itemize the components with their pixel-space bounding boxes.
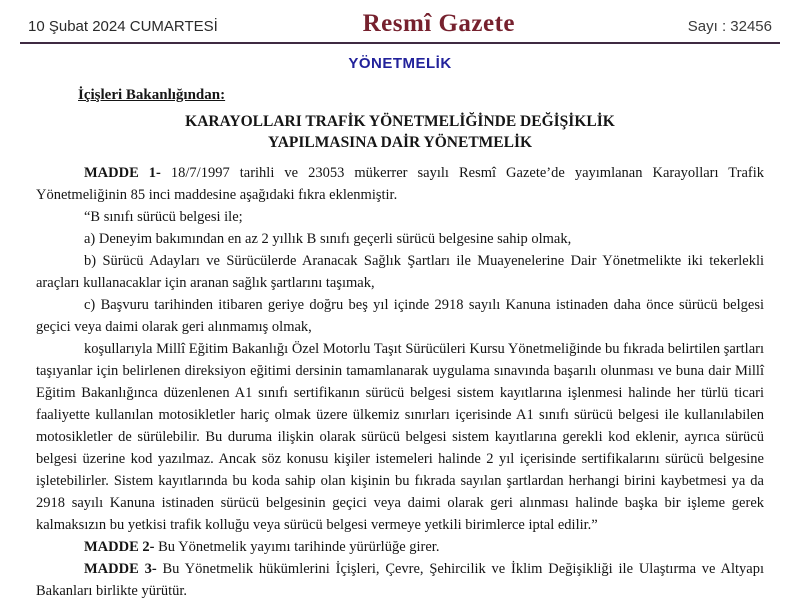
paragraph-text: Bu Yönetmelik yayımı tarihinde yürürlüğe girer. <box>154 539 440 555</box>
masthead-date: 10 Şubat 2024 CUMARTESİ <box>28 18 218 35</box>
paragraph-text: b) Sürücü Adayları ve Sürücülerde Aranacak Sağlık Şartları ile Muayenelerine Dair Yönetmelikte iki tekerlekli araçları kullanacaklar için aranan sağlık şartlarını taşımak, <box>36 253 764 291</box>
paragraph-clause-intro <box>36 206 764 228</box>
madde-3-label: MADDE 3- <box>84 561 157 577</box>
paragraph-conditions <box>36 338 764 536</box>
regulation-body <box>36 162 764 602</box>
regulation-title <box>20 111 780 153</box>
paragraph-text: “B sınıfı sürücü belgesi ile; <box>84 209 243 225</box>
masthead <box>20 6 780 40</box>
paragraph-madde-3 <box>36 558 764 602</box>
regulation-title-line2: YAPILMASINA DAİR YÖNETMELİK <box>267 134 533 151</box>
paragraph-text: c) Başvuru tarihinden itibaren geriye doğru beş yıl içinde 2918 sayılı Kanuna istinaden daha önce sürücü belgesi geçici veya daimi olarak geri alınmamış olmak, <box>36 297 764 335</box>
paragraph-text: koşullarıyla Millî Eğitim Bakanlığı Özel Motorlu Taşıt Sürücüleri Kursu Yönetmeliğinde bu fıkrada belirtilen şartları taşıyanlar için belirlenen direksiyon eğitimi dersinin tamamlanarak uygulama sınavında başarılı olunması ve buna dair Millî Eğitim Bakanlığınca düzenlenen A1 sınıfı sertifikanın sürücü belgesi sistem kayıtlarına işlenmesi halinde her türlü ticari faaliyette kullanılan motosikletler hariç olmak üzere ülkemiz sınırları içerisinde A1 sınıfı sürücü belgesi ile kullanılabilen motosikletler de sürülebilir. Bu duruma ilişkin olarak sürücü belgesi sistem kayıtlarına gerekli kod eklenir, ayrıca sürücü belgesi üzerine kod yazılmaz. Ancak söz konusu kişiler istemeleri halinde 2 yıl içerisinde sertifikalarını sürücü belgesine işletebilirler. Sistem kayıtlarında bu koda sahip olan kişinin bu fıkrada sayılan şartlardan herhangi birini kaybetmesi ya da 2918 sayılı Kanuna istinaden sürücü belgesinin geçici veya daimi olarak geri alınması halinde başka bir işleme gerek kalmaksızın bu yetkisi trafik kolluğu veya sürücü belgesi vermeye yetkili birimlerce iptal edilir.” <box>36 341 764 533</box>
paragraph-madde-1 <box>36 162 764 206</box>
gazette-title: Resmî Gazete <box>362 10 516 37</box>
paragraph-clause-b <box>36 250 764 294</box>
paragraph-text: a) Deneyim bakımından en az 2 yıllık B sınıfı geçerli sürücü belgesine sahip olmak, <box>84 231 572 247</box>
issue-number: Sayı : 32456 <box>687 18 772 35</box>
madde-2-label: MADDE 2- <box>84 539 155 555</box>
masthead-divider <box>20 42 780 44</box>
paragraph-text: 18/7/1997 tarihli ve 23053 mükerrer sayılı Resmî Gazete’de yayımlanan Karayolları Trafik Yönetmeliğinin 85 inci maddesine aşağıdaki fıkra eklenmiştir. <box>36 165 764 203</box>
ministry-source-line: İçişleri Bakanlığından: <box>78 87 226 103</box>
regulation-title-line1: KARAYOLLARI TRAFİK YÖNETMELİĞİNDE DEĞİŞİKLİK <box>185 113 615 130</box>
paragraph-text: Bu Yönetmelik hükümlerini İçişleri, Çevre, Şehircilik ve İklim Değişikliği ile Ulaştırma ve Altyapı Bakanları birlikte yürütür. <box>36 561 764 599</box>
section-heading: YÖNETMELİK <box>348 55 452 72</box>
madde-1-label: MADDE 1- <box>84 165 161 181</box>
paragraph-clause-c <box>36 294 764 338</box>
paragraph-madde-2 <box>36 536 764 558</box>
paragraph-clause-a <box>36 228 764 250</box>
